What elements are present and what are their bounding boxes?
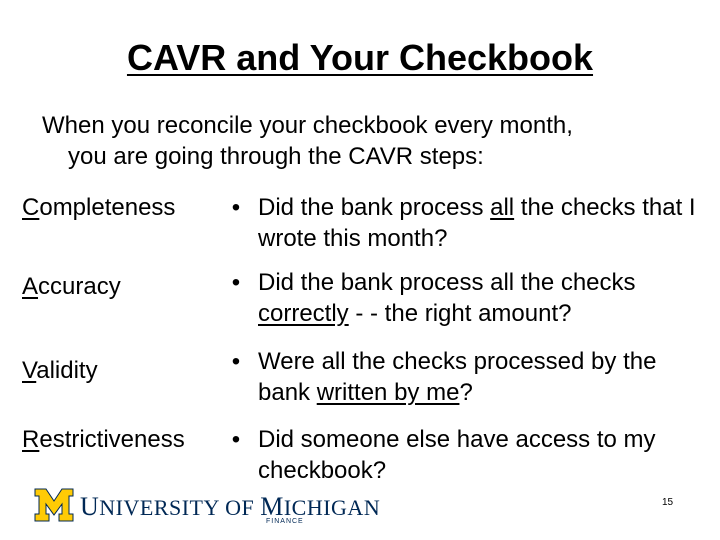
bullet-icon: • <box>231 426 241 453</box>
question-validity: • Were all the checks processed by the bank written by me? <box>226 346 706 408</box>
university-name: UNIVERSITY OF MICHIGAN <box>80 492 381 521</box>
intro-text <box>42 110 702 172</box>
question-completeness: • Did the bank process all the checks that I wrote this month? <box>226 192 706 254</box>
page-number: 15 <box>662 497 674 508</box>
bullet-icon: • <box>231 269 241 296</box>
question-accuracy: • Did the bank process all the checks correctly - - the right amount? <box>226 267 706 329</box>
block-m-logo-icon <box>34 488 74 522</box>
term-validity: Validity <box>22 357 98 384</box>
term-completeness: Completeness <box>22 194 176 221</box>
intro-line-2: you are going through the CAVR steps: <box>68 143 484 170</box>
term-accuracy: Accuracy <box>22 273 121 300</box>
logo-subtitle: FINANCE <box>266 518 304 525</box>
bullet-icon: • <box>231 348 241 375</box>
bullet-icon: • <box>231 194 241 221</box>
intro-line-1: When you reconcile your checkbook every month, <box>42 112 573 139</box>
slide-title: CAVR and Your Checkbook <box>126 37 594 78</box>
question-restrictiveness: • Did someone else have access to my checkbook? <box>226 424 706 486</box>
term-restrictiveness: Restrictiveness <box>22 426 185 453</box>
university-logo <box>34 488 381 528</box>
